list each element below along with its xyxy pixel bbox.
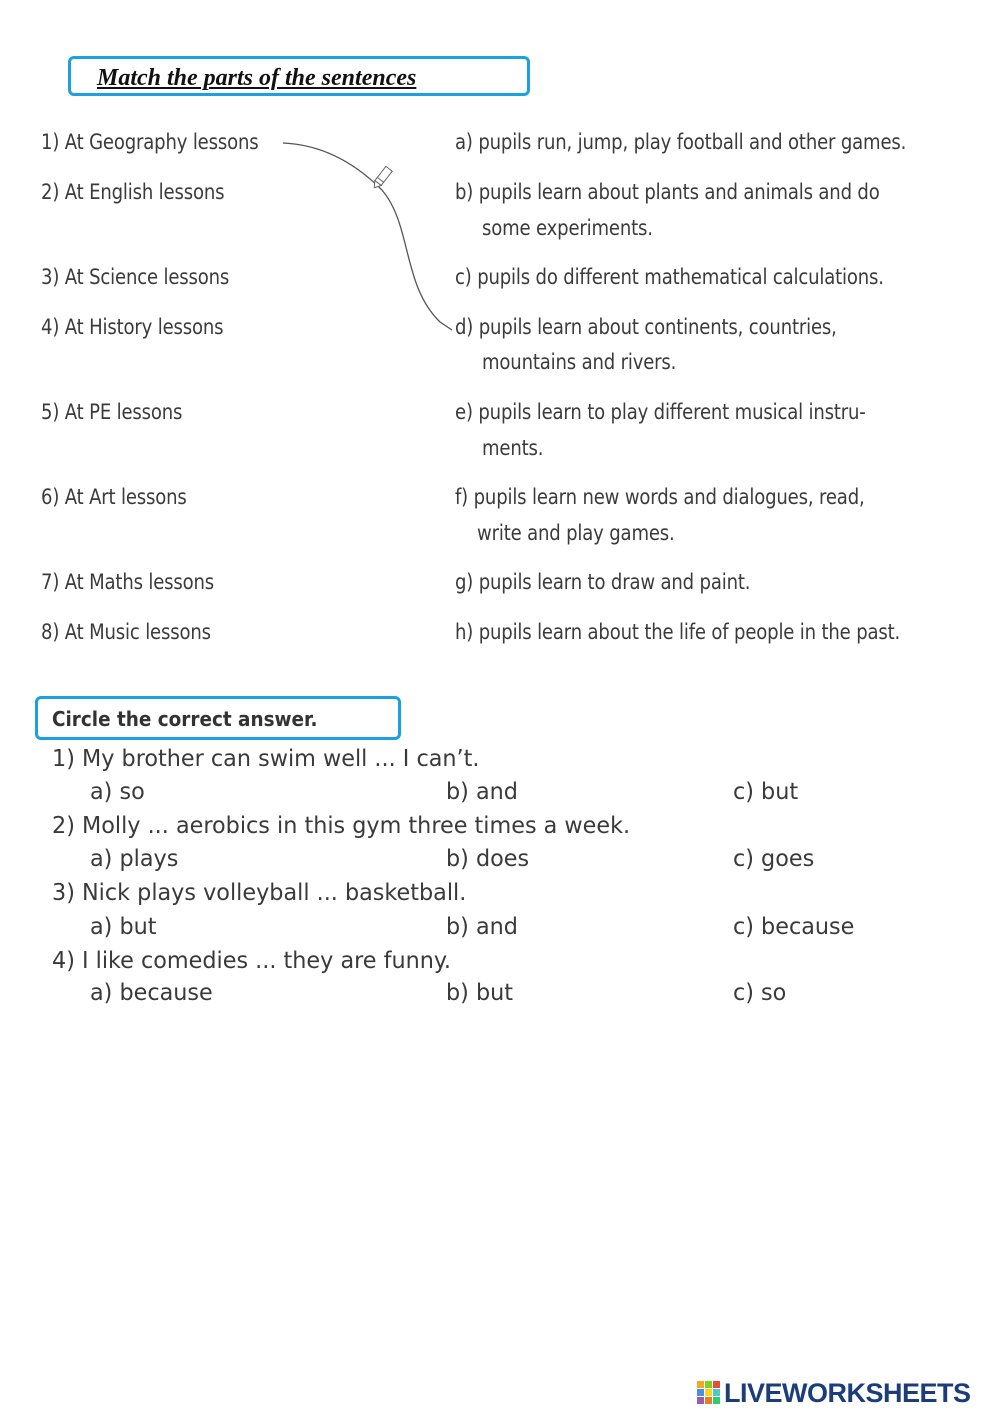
q4-option-b[interactable]: b) but (446, 980, 514, 1006)
right-item-f[interactable]: f) pupils learn new words and dialogues, read, (455, 485, 865, 509)
left-item-2[interactable]: 2) At English lessons (41, 180, 225, 204)
q3-option-c[interactable]: c) because (733, 914, 855, 940)
question-2: 2) Molly ... aerobics in this gym three times a week. (52, 813, 631, 839)
right-item-e-cont: ments. (482, 436, 544, 460)
question-3: 3) Nick plays volleyball ... basketball. (52, 880, 467, 906)
q2-option-c[interactable]: c) goes (733, 846, 815, 872)
right-item-h[interactable]: h) pupils learn about the life of people in the past. (455, 620, 901, 644)
right-item-f-cont: write and play games. (477, 521, 675, 545)
connector-path (283, 143, 452, 330)
left-item-7[interactable]: 7) At Maths lessons (41, 570, 215, 594)
left-item-4[interactable]: 4) At History lessons (41, 315, 224, 339)
liveworksheets-logo-icon (697, 1381, 721, 1405)
right-item-d[interactable]: d) pupils learn about continents, countries, (455, 315, 837, 339)
liveworksheets-logo[interactable] (697, 1378, 971, 1408)
match-title: Match the parts of the sentences (97, 65, 417, 91)
q2-option-b[interactable]: b) does (446, 846, 530, 872)
question-4: 4) I like comedies ... they are funny. (52, 948, 452, 974)
q1-option-c[interactable]: c) but (733, 779, 799, 805)
question-1: 1) My brother can swim well ... I can’t. (52, 746, 480, 772)
circle-title-box (35, 696, 401, 740)
q2-option-a[interactable]: a) plays (90, 846, 179, 872)
q1-option-a[interactable]: a) so (90, 779, 145, 805)
q3-option-a[interactable]: a) but (90, 914, 157, 940)
left-item-5[interactable]: 5) At PE lessons (41, 400, 183, 424)
left-item-6[interactable]: 6) At Art lessons (41, 485, 187, 509)
right-item-g[interactable]: g) pupils learn to draw and paint. (455, 570, 751, 594)
right-item-e[interactable]: e) pupils learn to play different musical instru- (455, 400, 866, 424)
left-item-1[interactable]: 1) At Geography lessons (41, 130, 259, 154)
q4-option-a[interactable]: a) because (90, 980, 213, 1006)
right-item-b-cont: some experiments. (482, 216, 653, 240)
q1-option-b[interactable]: b) and (446, 779, 518, 805)
right-item-d-cont: mountains and rivers. (482, 350, 677, 374)
left-item-3[interactable]: 3) At Science lessons (41, 265, 230, 289)
right-item-b[interactable]: b) pupils learn about plants and animals and do (455, 180, 880, 204)
right-item-c[interactable]: c) pupils do different mathematical calculations. (455, 265, 884, 289)
right-item-a[interactable]: a) pupils run, jump, play football and other games. (455, 130, 907, 154)
circle-title: Circle the correct answer. (52, 707, 318, 731)
pencil-icon (371, 166, 392, 190)
left-item-8[interactable]: 8) At Music lessons (41, 620, 211, 644)
brand-name: LIVEWORKSHEETS (724, 1377, 971, 1408)
q4-option-c[interactable]: c) so (733, 980, 787, 1006)
match-connection-line[interactable] (0, 0, 1000, 400)
q3-option-b[interactable]: b) and (446, 914, 518, 940)
